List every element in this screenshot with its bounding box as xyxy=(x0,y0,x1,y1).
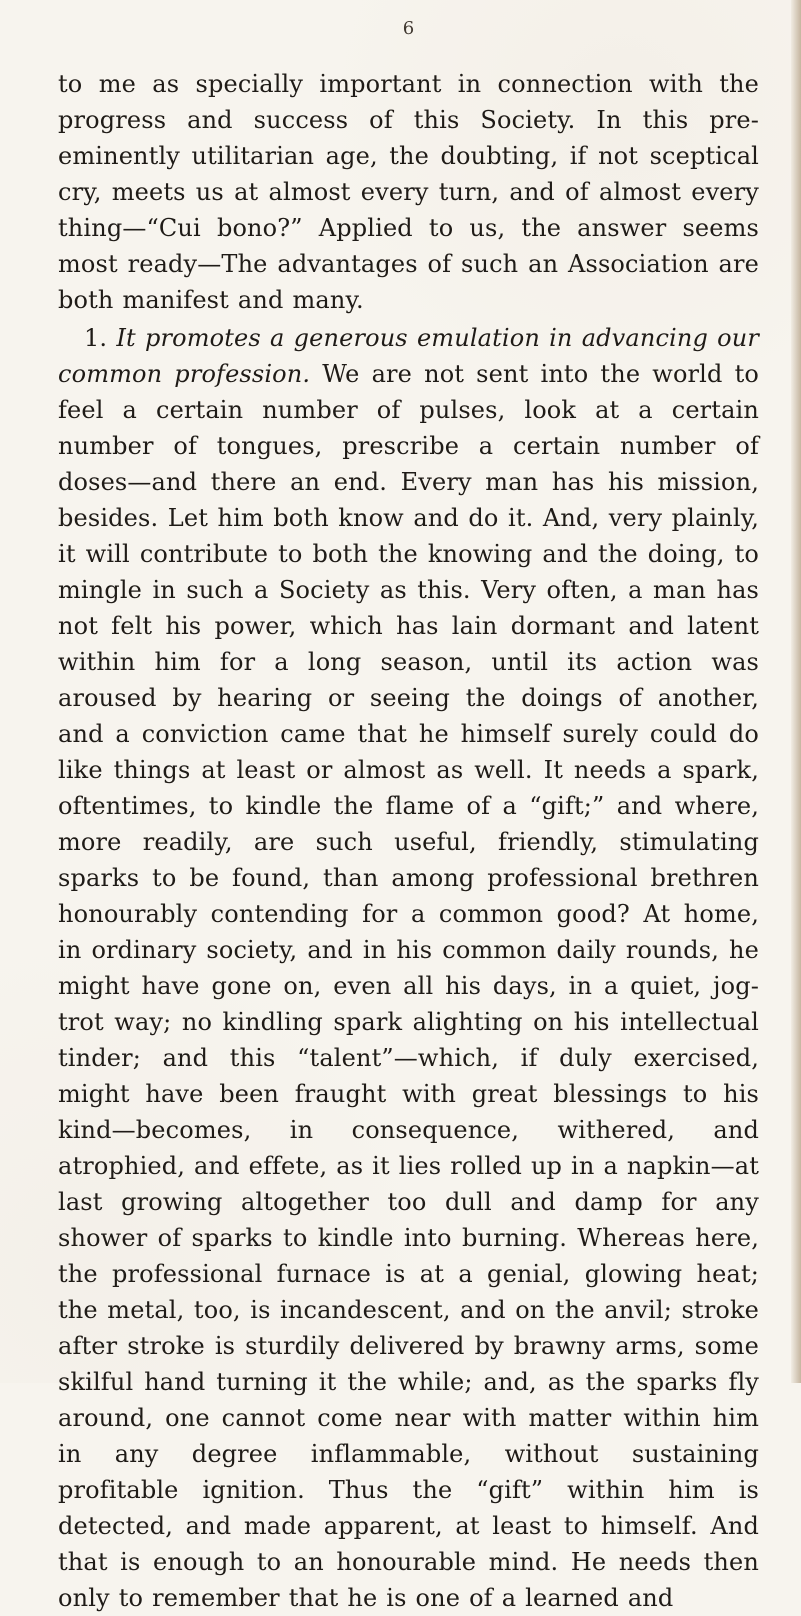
section-1-text: We are not sent into the world to feel a certain number of pulses, look at a certain number of tongues, prescribe a certain number of doses—and there an end. Every man has his mission, besides. Let him both know and do it. And, very plainly, it will contribute to both the knowing and the doing, to mingle in such a Society as this. Very often, a man has not felt his power, which has lain dormant and latent within him for a long season, until its action was aroused by hearing or seeing the doings of another, and a conviction came that he himself surely could do like things at least or almost as well. It needs a spark, oftentimes, to kindle the flame of a “gift;” and where, more readily, are such useful, friendly, stimulating sparks to be found, than among professional brethren honourably contending for a common good? At home, in ordinary society, and in his common daily rounds, he might have gone on, even all his days, in a quiet, jog-trot way; no kindling spark alighting on his intellectual tinder; and this “talent”—which, if duly exercised, might have been fraught with great blessings to his kind—becomes, in consequence, withered, and atrophied, and effete, as it lies rolled up in a napkin—at last growing altogether too dull and damp for any shower of sparks to kindle into burning. Whereas here, the professional furnace is at a genial, glowing heat; the metal, too, is incandescent, and on the anvil; stroke after stroke is sturdily delivered by brawny arms, some skilful hand turning it the while; and, as the sparks fly around, one cannot come near with matter within him in any degree inflammable, without sustaining profitable ignition. Thus the “gift” within him is detected, and made apparent, at least to himself. And that is enough to an honourable mind. He needs then only to remember that he is one of a learned and xyxy=(58,360,760,1612)
opening-paragraph: to me as specially important in connection with the progress and success of this Society. In this pre-eminently utilitarian age, the doubting, if not sceptical cry, meets us at almost every turn, and of almost every thing—“Cui bono?” Applied to us, the answer seems most ready—The advantages of such an Association are both manifest and many. xyxy=(58,70,759,314)
section-1-paragraph xyxy=(58,320,759,1616)
page-number: 6 xyxy=(402,18,415,39)
document-body xyxy=(58,66,759,1616)
section-1-heading: It promotes a generous emulation in advancing our common profession. xyxy=(58,324,759,388)
section-1-number: 1. xyxy=(84,324,108,352)
page-edge-shadow xyxy=(791,0,801,1383)
